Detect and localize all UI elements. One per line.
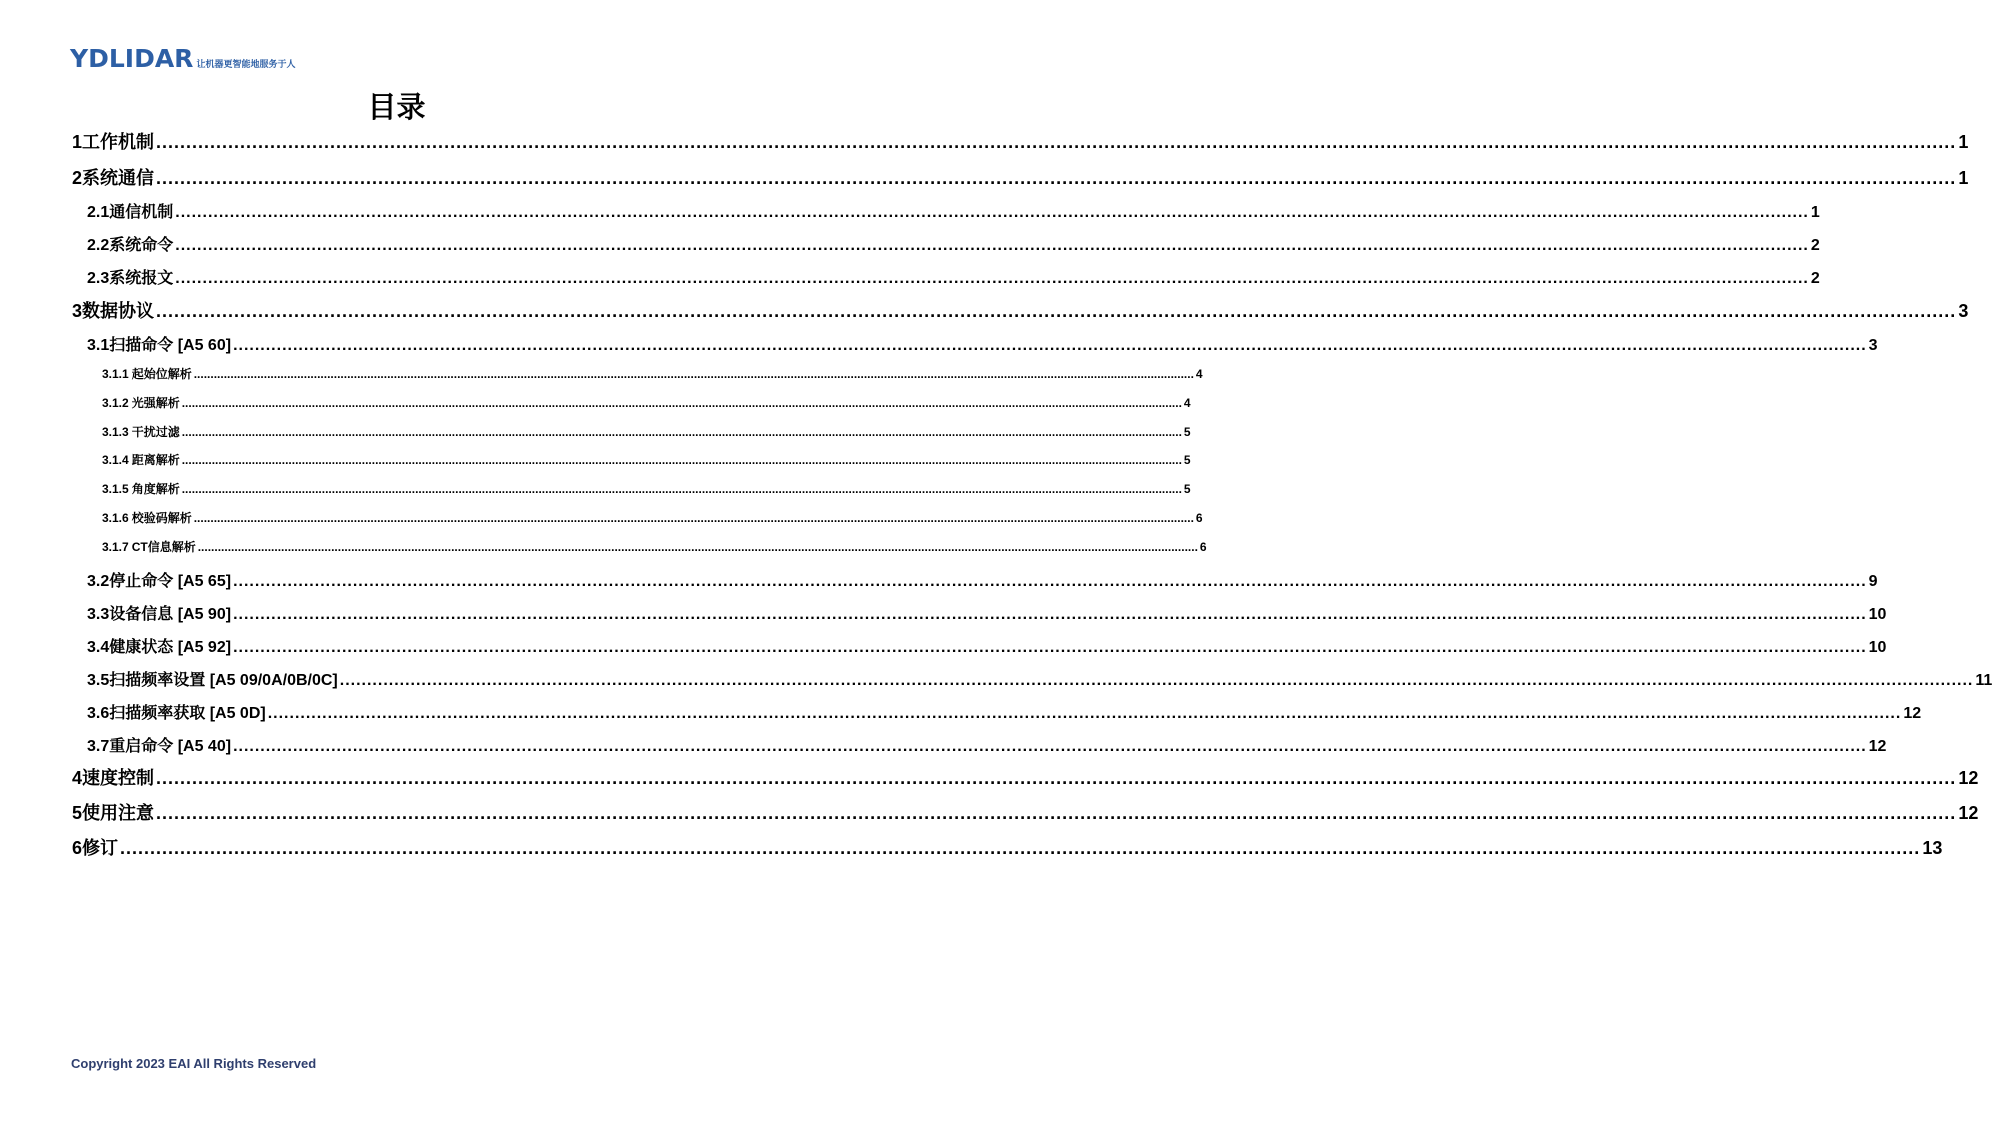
toc-title: 工作机制 — [82, 132, 155, 152]
toc-page-number: 2 — [1810, 237, 1820, 254]
toc-number: 3 — [72, 301, 83, 321]
toc-number: 2 — [72, 168, 83, 188]
toc-title: 系统命令 — [109, 237, 174, 254]
toc-title: 设备信息 [A5 90] — [109, 606, 232, 623]
toc-page-number: 12 — [1868, 738, 1887, 755]
copyright-footer: Copyright 2023 EAI All Rights Reserved — [71, 1056, 317, 1071]
toc-entry-4[interactable] — [72, 764, 1979, 790]
page-title: 目录 — [367, 92, 426, 124]
toc-number: 1 — [72, 132, 83, 152]
toc-number: 3.5 — [87, 672, 110, 689]
toc-entry-3-2[interactable] — [87, 568, 1878, 591]
toc-entry-3-1-1[interactable] — [102, 365, 1203, 382]
toc-title: 使用注意 — [82, 803, 155, 823]
toc-leader: ............................................................................................................................................................................................................................................................................................................ — [233, 337, 1867, 354]
toc-page-number: 11 — [1975, 672, 1992, 689]
toc-number: 2.3 — [87, 270, 110, 287]
toc-page-number: 5 — [1183, 482, 1191, 496]
toc-page-number: 4 — [1195, 367, 1203, 381]
toc-number: 3.1.3 — [102, 425, 129, 439]
toc-leader: ............................................................................................................................................................................................................................................................................................................ — [156, 803, 1957, 823]
toc-leader: ............................................................................................................................................................................................................................................................................................................ — [156, 301, 1957, 321]
toc-leader: ............................................................................................................................................................................................................................................................................................................ — [233, 639, 1867, 656]
toc-leader: ............................................................................................................................................................................................................................................................................................................ — [156, 768, 1957, 788]
toc-page-number: 13 — [1922, 838, 1943, 858]
toc-title: 距离解析 — [131, 453, 180, 467]
ydlidar-logo — [70, 46, 295, 71]
toc-entry-3-6[interactable] — [87, 700, 1922, 723]
toc-entry-2-1[interactable] — [87, 199, 1820, 222]
toc-number: 3.1.2 — [102, 396, 129, 410]
toc-title: 角度解析 — [131, 482, 180, 496]
toc-entry-1[interactable] — [72, 128, 1969, 154]
toc-leader: ............................................................................................................................................................................................................................................................................................................ — [120, 838, 1921, 858]
logo-text: YDLIDAR — [70, 44, 194, 73]
toc-page-number: 3 — [1958, 301, 1969, 321]
toc-number: 2.1 — [87, 204, 110, 221]
toc-entry-3-1-5[interactable] — [102, 480, 1191, 497]
toc-leader: ............................................................................................................................................................................................................................................................................................................ — [193, 367, 1194, 381]
toc-number: 3.2 — [87, 573, 110, 590]
toc-title: 通信机制 — [109, 204, 174, 221]
toc-page-number: 4 — [1183, 396, 1191, 410]
toc-entry-3-1-7[interactable] — [102, 538, 1207, 555]
toc-entry-3[interactable] — [72, 297, 1969, 323]
toc-page-number: 9 — [1868, 573, 1878, 590]
toc-page-number: 2 — [1810, 270, 1820, 287]
toc-number: 6 — [72, 838, 83, 858]
toc-entry-2-2[interactable] — [87, 232, 1820, 255]
toc-number: 3.1.7 — [102, 540, 129, 554]
toc-title: 数据协议 — [82, 301, 155, 321]
toc-entry-3-4[interactable] — [87, 634, 1887, 657]
toc-leader: ............................................................................................................................................................................................................................................................................................................ — [181, 453, 1182, 467]
toc-leader: ............................................................................................................................................................................................................................................................................................................ — [156, 132, 1957, 152]
toc-number: 3.1 — [87, 337, 110, 354]
toc-title: 停止命令 [A5 65] — [109, 573, 232, 590]
toc-number: 3.1.1 — [102, 367, 129, 381]
toc-title: 起始位解析 — [131, 367, 192, 381]
toc-title: 速度控制 — [82, 768, 155, 788]
toc-title: 系统报文 — [109, 270, 174, 287]
toc-page-number: 1 — [1958, 168, 1969, 188]
toc-title: 校验码解析 — [131, 511, 192, 525]
toc-leader: ............................................................................................................................................................................................................................................................................................................ — [193, 511, 1194, 525]
toc-entry-3-1-4[interactable] — [102, 451, 1191, 468]
toc-leader: ............................................................................................................................................................................................................................................................................................................ — [175, 270, 1809, 287]
toc-entry-3-1-3[interactable] — [102, 423, 1191, 440]
logo-tagline: 让机器更智能地服务于人 — [196, 59, 296, 69]
toc-leader: ............................................................................................................................................................................................................................................................................................................ — [267, 705, 1902, 722]
toc-leader: ............................................................................................................................................................................................................................................................................................................ — [181, 396, 1182, 410]
toc-entry-2[interactable] — [72, 164, 1969, 190]
toc-leader: ............................................................................................................................................................................................................................................................................................................ — [233, 573, 1867, 590]
toc-page-number: 3 — [1868, 337, 1878, 354]
toc-entry-5[interactable] — [72, 799, 1979, 825]
toc-leader: ............................................................................................................................................................................................................................................................................................................ — [181, 482, 1182, 496]
toc-leader: ............................................................................................................................................................................................................................................................................................................ — [233, 738, 1867, 755]
toc-title: 健康状态 [A5 92] — [109, 639, 232, 656]
toc-entry-3-1-6[interactable] — [102, 509, 1203, 526]
toc-leader: ............................................................................................................................................................................................................................................................................................................ — [339, 672, 1974, 689]
toc-leader: ............................................................................................................................................................................................................................................................................................................ — [197, 540, 1198, 554]
toc-leader: ............................................................................................................................................................................................................................................................................................................ — [156, 168, 1957, 188]
toc-page-number: 12 — [1958, 803, 1979, 823]
toc-page-number: 6 — [1195, 511, 1203, 525]
toc-leader: ............................................................................................................................................................................................................................................................................................................ — [233, 606, 1867, 623]
toc-number: 5 — [72, 803, 83, 823]
toc-entry-3-5[interactable] — [87, 667, 1992, 690]
toc-title: 扫描命令 [A5 60] — [109, 337, 232, 354]
toc-page-number: 10 — [1868, 639, 1887, 656]
toc-page-number: 12 — [1958, 768, 1979, 788]
toc-entry-2-3[interactable] — [87, 265, 1820, 288]
toc-number: 3.6 — [87, 705, 110, 722]
toc-page-number: 12 — [1903, 705, 1922, 722]
toc-title: CT信息解析 — [131, 540, 196, 554]
toc-page-number: 6 — [1199, 540, 1207, 554]
toc-entry-3-1[interactable] — [87, 332, 1878, 355]
toc-title: 扫描频率获取 [A5 0D] — [109, 705, 266, 722]
toc-entry-3-1-2[interactable] — [102, 394, 1191, 411]
toc-number: 3.7 — [87, 738, 110, 755]
toc-title: 重启命令 [A5 40] — [109, 738, 232, 755]
toc-number: 3.1.6 — [102, 511, 129, 525]
toc-title: 扫描频率设置 [A5 09/0A/0B/0C] — [109, 672, 338, 689]
toc-title: 系统通信 — [82, 168, 155, 188]
toc-page-number: 5 — [1183, 453, 1191, 467]
toc-number: 3.4 — [87, 639, 110, 656]
toc-number: 4 — [72, 768, 83, 788]
toc-page-number: 5 — [1183, 425, 1191, 439]
toc-number: 2.2 — [87, 237, 110, 254]
toc-leader: ............................................................................................................................................................................................................................................................................................................ — [175, 237, 1809, 254]
toc-leader: ............................................................................................................................................................................................................................................................................................................ — [175, 204, 1809, 221]
toc-leader: ............................................................................................................................................................................................................................................................................................................ — [181, 425, 1182, 439]
toc-number: 3.1.4 — [102, 453, 129, 467]
toc-page-number: 10 — [1868, 606, 1887, 623]
toc-title: 光强解析 — [131, 396, 180, 410]
toc-entry-6[interactable] — [72, 834, 1943, 860]
toc-entry-3-3[interactable] — [87, 601, 1887, 624]
toc-number: 3.3 — [87, 606, 110, 623]
toc-title: 干扰过滤 — [131, 425, 180, 439]
toc-page-number: 1 — [1810, 204, 1820, 221]
toc-title: 修订 — [82, 838, 119, 858]
toc-page-number: 1 — [1958, 132, 1969, 152]
toc-entry-3-7[interactable] — [87, 733, 1887, 756]
toc-number: 3.1.5 — [102, 482, 129, 496]
